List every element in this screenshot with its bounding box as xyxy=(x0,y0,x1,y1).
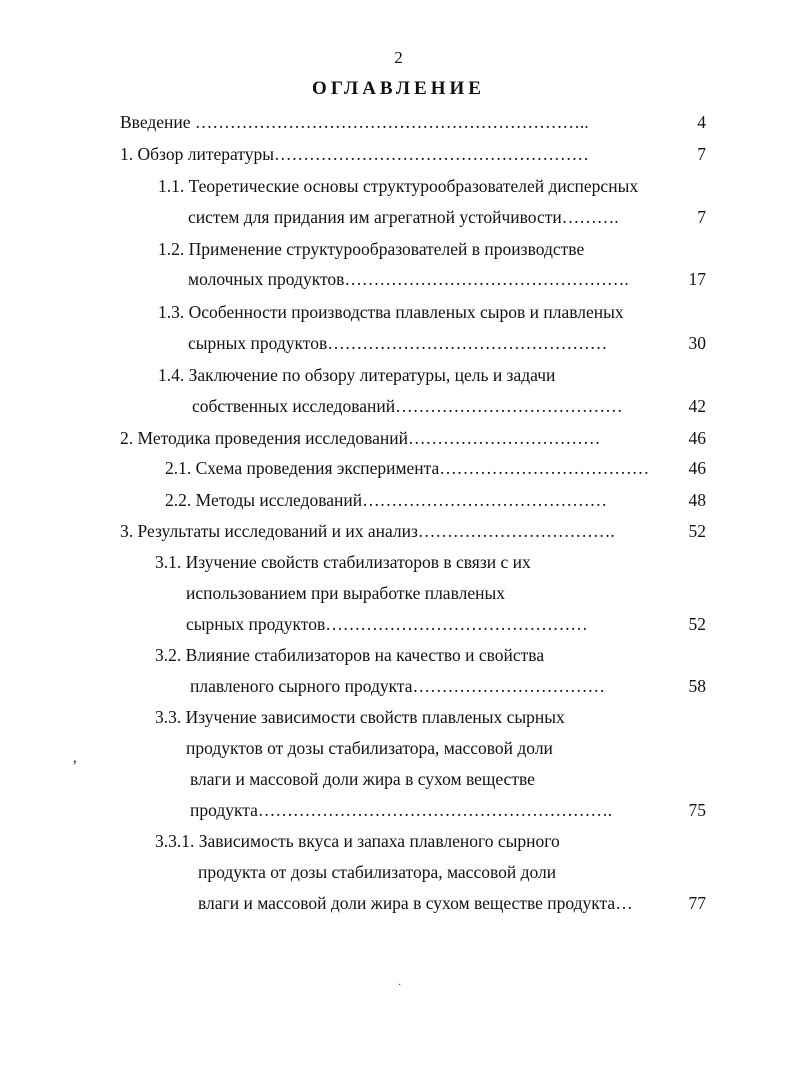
toc-entry-1-4-line-1: 1.4. Заключение по обзору литературы, цель и задачи xyxy=(158,365,556,385)
toc-entry-1-2-line-2: молочных продуктов…………………………………………. xyxy=(188,269,629,289)
toc-page-2-2: 48 xyxy=(688,490,706,510)
toc-entry-3-3-1-line-1: 3.3.1. Зависимость вкуса и запаха плавленого сырного xyxy=(155,831,560,851)
toc-entry-3-2-line-1: 3.2. Влияние стабилизаторов на качество и свойства xyxy=(155,645,545,665)
toc-page-2-1: 46 xyxy=(688,458,706,478)
toc-title: ОГЛАВЛЕНИЕ xyxy=(312,78,485,99)
toc-entry-3-1-line-3: сырных продуктов……………………………………… xyxy=(186,614,588,634)
toc-page-1-1: 7 xyxy=(697,207,706,227)
toc-entry-1-4-line-2: собственных исследований………………………………… xyxy=(192,396,623,416)
toc-page-3-2: 58 xyxy=(688,676,706,696)
toc-entry-1-1-line-2: систем для придания им агрегатной устойчивости………. xyxy=(188,207,619,227)
toc-entry-3-3-line-4: продукта……………………………………………………. xyxy=(190,800,613,820)
toc-entry-1-1-line-1: 1.1. Теоретические основы структурообразователей дисперсных xyxy=(158,176,639,196)
toc-page-1: 7 xyxy=(697,144,706,164)
toc-entry-3-3-line-2: продуктов от дозы стабилизатора, массовой доли xyxy=(186,738,553,758)
toc-entry-3-3-line-3: влаги и массовой доли жира в сухом веществе xyxy=(190,769,535,789)
toc-entry-3-1-line-1: 3.1. Изучение свойств стабилизаторов в связи с их xyxy=(155,552,531,572)
toc-entry-3-3-1-line-3: влаги и массовой доли жира в сухом веществе продукта… xyxy=(198,893,633,913)
toc-entry-1-3-line-2: сырных продуктов………………………………………… xyxy=(188,333,608,353)
toc-entry-3-2-line-2: плавленого сырного продукта…………………………… xyxy=(190,676,606,696)
toc-entry-2-2: 2.2. Методы исследований…………………………………… xyxy=(165,490,608,510)
toc-entry-2: 2. Методика проведения исследований…………………………… xyxy=(120,428,601,448)
toc-entry-2-1: 2.1. Схема проведения эксперимента……………………………… xyxy=(165,458,650,478)
scan-mark: ’ xyxy=(72,758,78,775)
toc-page-1-3: 30 xyxy=(688,333,706,353)
toc-entry-1-2-line-1: 1.2. Применение структурообразователей в производстве xyxy=(158,239,585,259)
toc-entry-3: 3. Результаты исследований и их анализ……………………………. xyxy=(120,521,615,541)
toc-entry-1: 1. Обзор литературы……………………………………………… xyxy=(120,144,589,164)
toc-page-1-2: 17 xyxy=(688,269,706,289)
toc-page-1-4: 42 xyxy=(688,396,706,416)
toc-page-3-1: 52 xyxy=(688,614,706,634)
toc-entry-3-1-line-2: использованием при выработке плавленых xyxy=(186,583,505,603)
toc-entry-3-3-line-1: 3.3. Изучение зависимости свойств плавленых сырных xyxy=(155,707,565,727)
toc-entry-1-3-line-1: 1.3. Особенности производства плавленых сыров и плавленых xyxy=(158,302,624,322)
toc-page-2: 46 xyxy=(688,428,706,448)
page-number: 2 xyxy=(394,48,403,67)
scan-dot: · xyxy=(398,980,402,991)
toc-page-introduction: 4 xyxy=(697,112,706,132)
toc-entry-introduction: Введение ………………………………………………………….. xyxy=(120,112,589,132)
toc-page-3: 52 xyxy=(688,521,706,541)
toc-page-3-3: 75 xyxy=(688,800,706,820)
toc-entry-3-3-1-line-2: продукта от дозы стабилизатора, массовой доли xyxy=(198,862,557,882)
toc-page-3-3-1: 77 xyxy=(688,893,706,913)
